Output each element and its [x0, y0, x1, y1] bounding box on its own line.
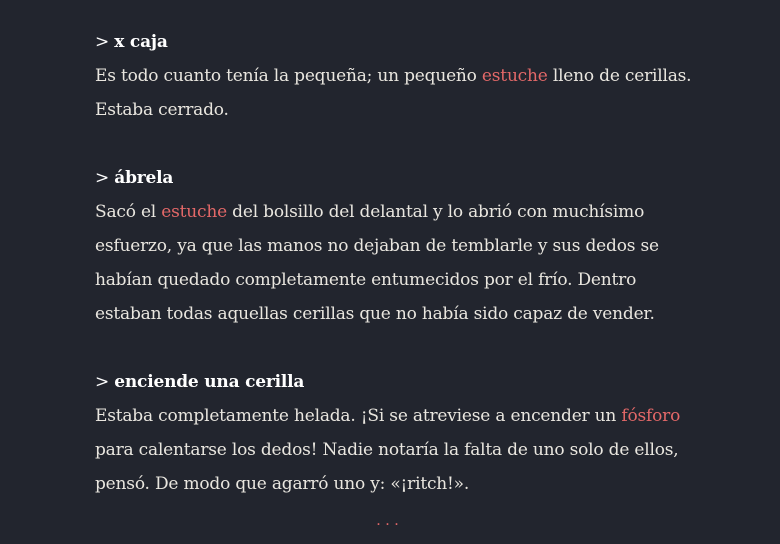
- more-indicator[interactable]: ...: [376, 512, 404, 529]
- response-text: Estaba completamente helada. ¡Si se atreviese a encender un: [95, 406, 622, 426]
- response-text: para calentarse los dedos! Nadie notaría la falta de uno solo de ellos,: [95, 440, 679, 460]
- response-line: [95, 65, 691, 87]
- player-command: ábrela: [114, 168, 174, 188]
- command-line: [95, 167, 173, 189]
- response-text: lleno de cerillas.: [547, 66, 692, 86]
- command-line: [95, 31, 168, 53]
- player-command: enciende una cerilla: [114, 372, 305, 392]
- response-line: [95, 99, 229, 121]
- response-line: [95, 439, 679, 461]
- prompt-symbol: >: [95, 372, 110, 392]
- response-line: [95, 303, 655, 325]
- response-line: [95, 405, 680, 427]
- command-line: [95, 371, 304, 393]
- response-text: habían quedado completamente entumecidos por el frío. Dentro: [95, 270, 637, 290]
- player-command: x caja: [114, 32, 168, 52]
- response-text: Sacó el: [95, 202, 162, 222]
- response-line: [95, 235, 659, 257]
- keyword-link[interactable]: estuche: [161, 202, 227, 222]
- keyword-link[interactable]: estuche: [481, 66, 548, 86]
- prompt-symbol: >: [95, 32, 110, 52]
- response-line: [95, 473, 469, 495]
- response-text: estaban todas aquellas cerillas que no había sido capaz de vender.: [95, 304, 655, 324]
- keyword-link[interactable]: fósforo: [621, 406, 681, 426]
- response-text: Es todo cuanto tenía la pequeña; un pequeño: [95, 66, 482, 86]
- response-text: del bolsillo del delantal y lo abrió con muchísimo: [226, 202, 645, 222]
- response-line: [95, 269, 636, 291]
- response-text: pensó. De modo que agarró uno y: «¡ritch!».: [95, 474, 470, 494]
- response-text: Estaba cerrado.: [95, 100, 229, 120]
- response-text: esfuerzo, ya que las manos no dejaban de temblarle y sus dedos se: [95, 236, 659, 256]
- response-line: [95, 201, 644, 223]
- prompt-symbol: >: [95, 168, 110, 188]
